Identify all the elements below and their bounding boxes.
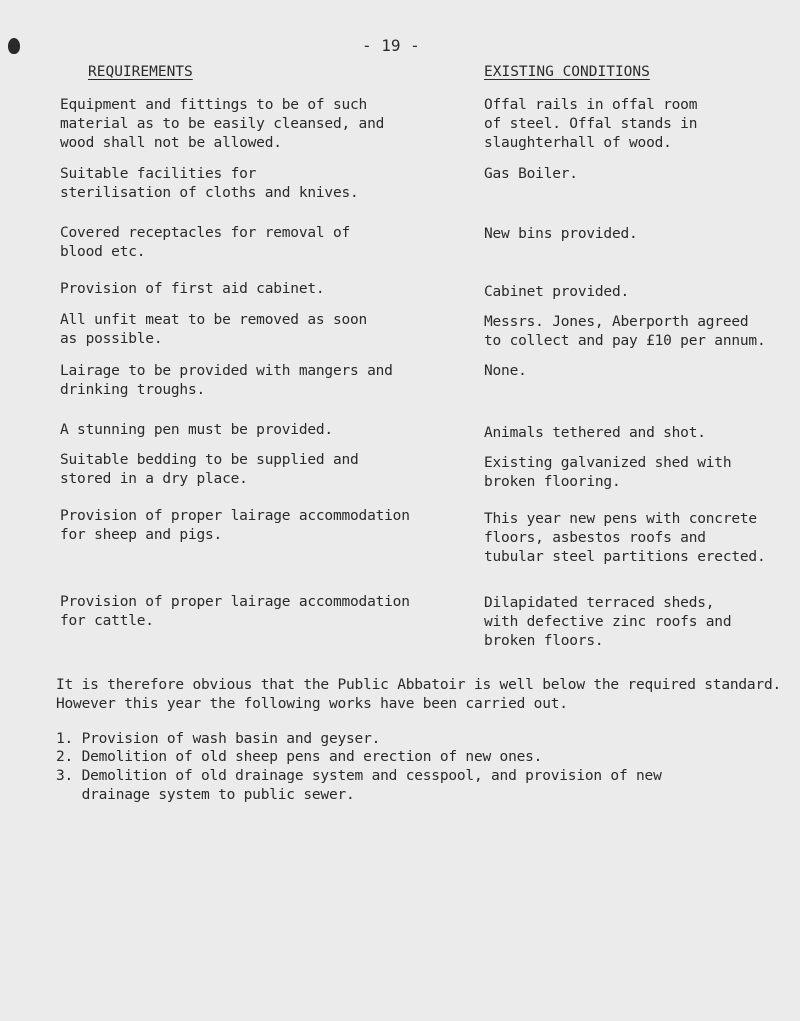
works-item-3: 3. Demolition of old drainage system and cesspool, and provision of new drainage system to public sewer. [56,768,662,803]
margin-mark [8,38,20,54]
condition-2: Gas Boiler. [484,166,578,182]
requirement-7: A stunning pen must be provided. [60,422,333,438]
page-number: - 19 - [362,36,420,55]
condition-6: None. [484,363,527,379]
requirement-8: Suitable bedding to be supplied and stored in a dry place. [60,452,359,487]
condition-8: Existing galvanized shed with broken flooring. [484,455,732,490]
condition-1: Offal rails in offal room of steel. Offal stands in slaughterhall of wood. [484,97,698,151]
requirements-heading: REQUIREMENTS [88,64,193,80]
condition-10: Dilapidated terraced sheds, with defective zinc roofs and broken floors. [484,595,732,649]
requirement-1: Equipment and fittings to be of such material as to be easily cleansed, and wood shall not be allowed. [60,97,385,151]
requirement-2: Suitable facilities for sterilisation of cloths and knives. [60,166,359,201]
requirement-4: Provision of first aid cabinet. [60,281,325,297]
summary-paragraph: It is therefore obvious that the Public Abbatoir is well below the required standard. However this year the following works have been carried out. [56,677,782,712]
requirement-10: Provision of proper lairage accommodation for cattle. [60,594,410,629]
works-item-1: 1. Provision of wash basin and geyser. [56,731,381,747]
requirement-6: Lairage to be provided with mangers and drinking troughs. [60,363,393,398]
condition-9: This year new pens with concrete floors, asbestos roofs and tubular steel partitions erected. [484,511,766,565]
requirement-3: Covered receptacles for removal of blood etc. [60,225,351,260]
condition-4: Cabinet provided. [484,284,630,300]
existing-conditions-heading: EXISTING CONDITIONS [484,64,650,80]
condition-3: New bins provided. [484,226,638,242]
condition-7: Animals tethered and shot. [484,425,706,441]
condition-5: Messrs. Jones, Aberporth agreed to collect and pay £10 per annum. [484,314,766,349]
requirement-9: Provision of proper lairage accommodation for sheep and pigs. [60,508,410,543]
requirement-5: All unfit meat to be removed as soon as possible. [60,312,368,347]
works-item-2: 2. Demolition of old sheep pens and erection of new ones. [56,749,543,765]
